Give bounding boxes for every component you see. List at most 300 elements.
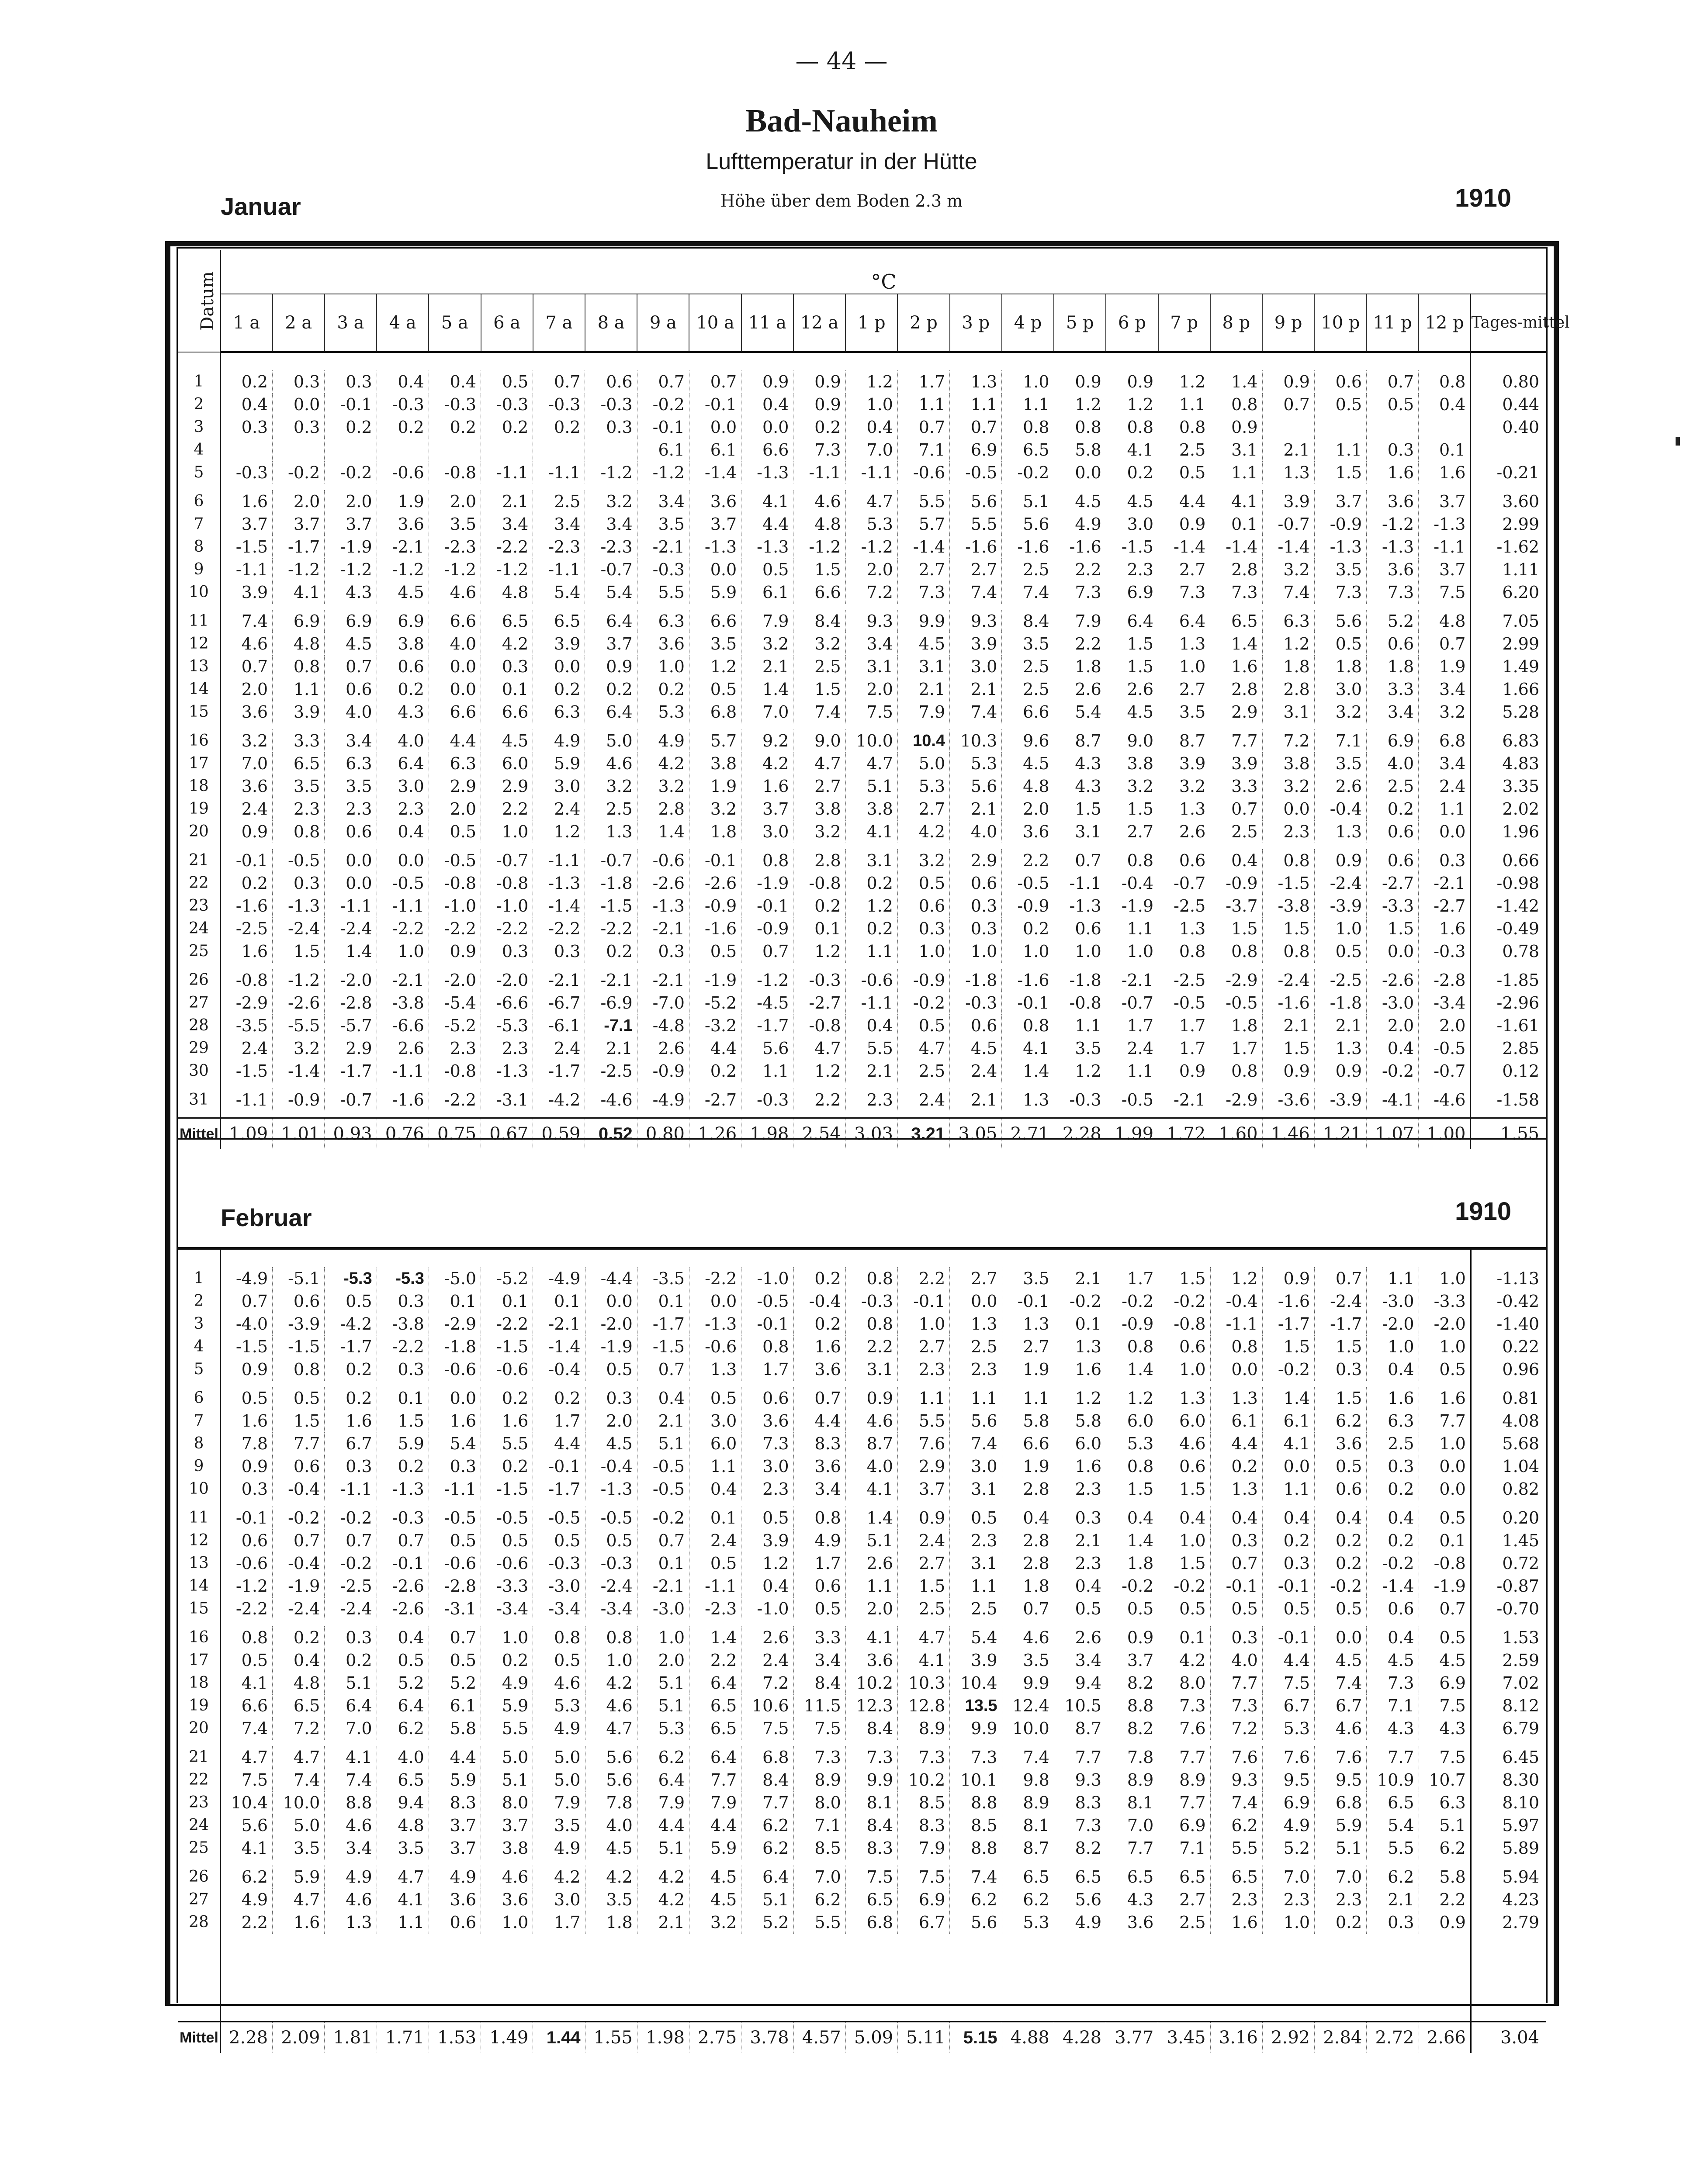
- hourly-temperature: 7.3: [845, 1746, 897, 1769]
- hourly-temperature: 6.8: [845, 1911, 897, 1934]
- hourly-temperature: 1.2: [1106, 393, 1158, 416]
- hourly-temperature: 5.5: [1367, 1837, 1419, 1859]
- hourly-temperature: 4.6: [585, 752, 637, 775]
- blank-cell: [1002, 1859, 1054, 1866]
- hourly-temperature: 0.9: [1106, 1626, 1158, 1649]
- hourly-temperature: 8.7: [1158, 729, 1210, 752]
- hourly-temperature: 3.2: [585, 775, 637, 798]
- blank-cell: [1419, 1250, 1471, 1267]
- hourly-temperature: 7.6: [1262, 1746, 1314, 1769]
- table-row: [178, 1529, 1546, 1552]
- hourly-temperature: 0.5: [689, 678, 741, 701]
- hourly-temperature: 1.0: [1158, 655, 1210, 678]
- blank-cell: [793, 352, 845, 370]
- blank-cell: [585, 1381, 637, 1387]
- hourly-temperature: 4.8: [273, 632, 325, 655]
- hourly-temperature: 6.5: [689, 1694, 741, 1717]
- hourly-temperature: 0.2: [533, 416, 585, 439]
- hourly-temperature: 10.0: [1002, 1717, 1054, 1740]
- hourly-temperature: 4.3: [1054, 775, 1106, 798]
- hourly-temperature: 0.3: [1367, 439, 1419, 461]
- hourly-temperature: 2.5: [793, 655, 845, 678]
- table-row: [178, 558, 1546, 581]
- hourly-temperature: 0.2: [377, 1455, 429, 1478]
- hourly-temperature: 4.5: [481, 729, 533, 752]
- hourly-temperature: 6.7: [898, 1911, 950, 1934]
- hourly-temperature: -0.6: [429, 1358, 481, 1381]
- table-row: [178, 1717, 1546, 1740]
- blank-cell: [845, 1740, 897, 1746]
- hourly-temperature: -2.5: [1158, 969, 1210, 992]
- hourly-temperature: -1.5: [220, 1335, 272, 1358]
- hourly-temperature: 4.7: [585, 1717, 637, 1740]
- hourly-temperature: 4.3: [1367, 1717, 1419, 1740]
- hourly-temperature: -1.4: [689, 461, 741, 484]
- blank-cell: [220, 1500, 272, 1507]
- hourly-monthly-mean: 4.28: [1054, 2022, 1106, 2053]
- hourly-temperature: 7.4: [1002, 581, 1054, 604]
- hourly-temperature: -5.2: [481, 1267, 533, 1290]
- monthly-mean-row: [178, 2022, 1546, 2053]
- hourly-temperature: -6.6: [377, 1014, 429, 1037]
- hourly-temperature: 4.1: [1002, 1037, 1054, 1060]
- hourly-monthly-mean: 1.01: [273, 1118, 325, 1150]
- hourly-temperature: -2.8: [325, 992, 377, 1014]
- blank-cell: [898, 1620, 950, 1626]
- hourly-temperature: 1.0: [1262, 1911, 1314, 1934]
- hourly-temperature: 5.3: [533, 1694, 585, 1717]
- hourly-temperature: 1.3: [1158, 632, 1210, 655]
- hourly-temperature: 2.4: [533, 798, 585, 820]
- hourly-temperature: -0.2: [1262, 1358, 1314, 1381]
- hourly-monthly-mean: 1.99: [1106, 1118, 1158, 1150]
- blank-cell: [845, 604, 897, 610]
- hourly-temperature: 0.8: [793, 1507, 845, 1529]
- hourly-temperature: -0.6: [481, 1552, 533, 1575]
- hourly-temperature: -0.2: [273, 1507, 325, 1529]
- blank-cell: [689, 604, 741, 610]
- hourly-temperature: 2.4: [741, 1649, 793, 1672]
- hourly-temperature: 7.5: [898, 1866, 950, 1888]
- blank-cell: [845, 1620, 897, 1626]
- hourly-temperature: -1.5: [273, 1335, 325, 1358]
- hourly-temperature: -0.9: [689, 895, 741, 917]
- hourly-temperature: 0.2: [1367, 1529, 1419, 1552]
- hourly-temperature: 0.7: [1054, 849, 1106, 872]
- hourly-temperature: 3.7: [325, 513, 377, 536]
- blank-cell: [1054, 1934, 1106, 2022]
- hourly-temperature: 11.5: [793, 1694, 845, 1717]
- hourly-temperature: 2.2: [220, 1911, 272, 1934]
- hourly-temperature: 6.9: [377, 610, 429, 632]
- hourly-temperature: 2.1: [1314, 1014, 1366, 1037]
- blank-cell: [1054, 484, 1106, 490]
- hourly-temperature: 0.0: [325, 872, 377, 895]
- daily-mean: 1.04: [1471, 1455, 1546, 1478]
- hourly-temperature: 0.4: [1315, 1507, 1367, 1529]
- blank-cell: [1367, 1500, 1419, 1507]
- daily-mean: 6.79: [1471, 1717, 1546, 1740]
- day-number: 17: [178, 752, 220, 775]
- hourly-temperature: 0.1: [637, 1290, 689, 1313]
- daily-mean: 3.35: [1471, 775, 1546, 798]
- blank-cell: [220, 963, 272, 969]
- hourly-temperature: 0.4: [1262, 1507, 1314, 1529]
- hourly-temperature: 4.4: [793, 1410, 845, 1432]
- hourly-temperature: -0.9: [1106, 1313, 1158, 1335]
- hourly-temperature: 4.5: [1419, 1649, 1471, 1672]
- hourly-temperature: 0.6: [325, 820, 377, 843]
- hourly-monthly-mean: 3.16: [1210, 2022, 1262, 2053]
- blank-cell: [377, 723, 429, 729]
- table-row: [178, 1290, 1546, 1313]
- hourly-temperature: 6.2: [950, 1888, 1002, 1911]
- hourly-temperature: 7.5: [1419, 581, 1471, 604]
- hourly-temperature: 0.7: [273, 1529, 325, 1552]
- hourly-temperature: 7.5: [1262, 1672, 1314, 1694]
- hourly-temperature: -0.7: [1419, 1060, 1471, 1082]
- daily-mean: 0.20: [1471, 1507, 1546, 1529]
- blank-cell: [1315, 1859, 1367, 1866]
- hourly-temperature: -1.4: [1367, 1575, 1419, 1597]
- table-row: [178, 1791, 1546, 1814]
- hourly-temperature: 5.9: [689, 581, 741, 604]
- hourly-temperature: 0.4: [1367, 1037, 1419, 1060]
- hourly-temperature: -4.1: [1367, 1089, 1419, 1111]
- hourly-temperature: 1.5: [1262, 1335, 1314, 1358]
- blank-cell: [1210, 1082, 1262, 1089]
- hourly-temperature: 2.7: [897, 558, 949, 581]
- hourly-temperature: 1.0: [1002, 940, 1054, 963]
- hourly-temperature: 1.6: [741, 775, 793, 798]
- hourly-temperature: 3.1: [1054, 820, 1106, 843]
- daily-mean: -2.96: [1471, 992, 1546, 1014]
- blank-cell: [325, 1250, 377, 1267]
- blank-cell: [1158, 1740, 1210, 1746]
- hourly-temperature: -0.5: [1002, 872, 1054, 895]
- hourly-temperature: 3.4: [793, 1649, 845, 1672]
- table-row: [178, 1649, 1546, 1672]
- hourly-temperature: 0.3: [273, 416, 325, 439]
- hourly-temperature: 8.9: [1106, 1769, 1158, 1791]
- hourly-temperature: -0.9: [637, 1060, 689, 1082]
- hourly-monthly-mean: 1.00: [1419, 1118, 1471, 1150]
- hourly-temperature: 4.9: [220, 1888, 272, 1911]
- day-number: 20: [178, 1717, 220, 1740]
- hourly-temperature: 0.2: [481, 1455, 533, 1478]
- hourly-temperature: 3.6: [689, 490, 741, 513]
- blank-cell: [377, 843, 429, 849]
- hour-column-header: 12 a: [793, 294, 845, 352]
- hourly-temperature: 5.8: [1054, 439, 1106, 461]
- hourly-temperature: -3.8: [1262, 895, 1314, 917]
- hourly-temperature: 4.4: [741, 513, 793, 536]
- hourly-temperature: 5.1: [845, 1529, 897, 1552]
- hourly-temperature: 3.7: [689, 513, 741, 536]
- blank-cell: [898, 1740, 950, 1746]
- hourly-temperature: 1.7: [793, 1552, 845, 1575]
- hourly-temperature: 1.8: [1262, 655, 1314, 678]
- hourly-temperature: 4.9: [793, 1529, 845, 1552]
- hourly-temperature: 8.5: [793, 1837, 845, 1859]
- hourly-temperature: 0.6: [1158, 849, 1210, 872]
- page-number: — 44 —: [795, 47, 888, 75]
- hourly-temperature: 0.5: [1262, 1597, 1314, 1620]
- hourly-temperature: 0.9: [1314, 1060, 1366, 1082]
- hourly-temperature: 0.5: [1054, 1597, 1106, 1620]
- daily-mean: [1471, 439, 1546, 461]
- hourly-temperature: 1.9: [1419, 655, 1471, 678]
- hourly-temperature: 3.6: [1367, 558, 1419, 581]
- hourly-temperature: 4.1: [220, 1837, 272, 1859]
- blank-cell: [793, 1620, 845, 1626]
- hourly-temperature: 5.1: [741, 1888, 793, 1911]
- hourly-temperature: 0.7: [1315, 1267, 1367, 1290]
- blank-cell: [1158, 352, 1210, 370]
- table-row: [178, 1410, 1546, 1432]
- blank-cell: [898, 1859, 950, 1866]
- hourly-temperature: -0.5: [1158, 992, 1210, 1014]
- hourly-monthly-mean: 2.28: [1054, 1118, 1106, 1150]
- hourly-temperature: 4.8: [481, 581, 533, 604]
- hourly-temperature: -1.7: [1262, 1313, 1314, 1335]
- hourly-temperature: -0.1: [220, 1507, 272, 1529]
- hourly-temperature: 3.8: [793, 798, 845, 820]
- hourly-temperature: -1.1: [1210, 1313, 1262, 1335]
- hourly-temperature: 0.3: [1367, 1911, 1419, 1934]
- hourly-temperature: -0.1: [1262, 1575, 1314, 1597]
- hourly-temperature: 2.5: [897, 1060, 949, 1082]
- hourly-temperature: 1.2: [1262, 632, 1314, 655]
- hourly-temperature: 6.4: [585, 610, 637, 632]
- blank-cell: [1262, 1620, 1314, 1626]
- blank-cell: [481, 843, 533, 849]
- hourly-temperature: -1.1: [325, 895, 377, 917]
- hourly-temperature: 7.6: [898, 1432, 950, 1455]
- hourly-temperature: 0.6: [1367, 632, 1419, 655]
- hourly-temperature: 0.8: [1106, 416, 1158, 439]
- hourly-temperature: 3.9: [533, 632, 585, 655]
- hourly-temperature: 0.5: [1419, 1358, 1471, 1381]
- blank-cell: [273, 1111, 325, 1118]
- hourly-temperature: 2.8: [1210, 558, 1262, 581]
- table-row: [178, 1478, 1546, 1500]
- hourly-temperature: 0.8: [1002, 416, 1054, 439]
- hourly-temperature: 3.2: [637, 775, 689, 798]
- blank-cell: [325, 843, 377, 849]
- daily-mean: 2.99: [1471, 513, 1546, 536]
- hourly-temperature: 5.3: [897, 775, 949, 798]
- daily-mean: 1.66: [1471, 678, 1546, 701]
- hourly-temperature: 6.4: [325, 1694, 377, 1717]
- hourly-temperature: 1.4: [1262, 1387, 1314, 1410]
- blank-cell: [273, 1620, 325, 1626]
- hourly-temperature: 5.6: [950, 1410, 1002, 1432]
- table-row: [178, 610, 1546, 632]
- hourly-temperature: 3.9: [1210, 752, 1262, 775]
- hourly-temperature: -1.1: [533, 849, 585, 872]
- blank-cell: [1471, 1111, 1546, 1118]
- hourly-temperature: -0.3: [585, 393, 637, 416]
- table-row: [178, 1267, 1546, 1290]
- blank-cell: [377, 1381, 429, 1387]
- hourly-temperature: -1.3: [585, 1478, 637, 1500]
- day-number: 22: [178, 872, 220, 895]
- hourly-temperature: 6.1: [429, 1694, 481, 1717]
- blank-cell: [377, 963, 429, 969]
- hourly-temperature: 5.5: [897, 490, 949, 513]
- hourly-temperature: 9.8: [1002, 1769, 1054, 1791]
- blank-cell: [325, 484, 377, 490]
- hourly-temperature: 7.2: [1262, 729, 1314, 752]
- hourly-monthly-mean: 5.11: [898, 2022, 950, 2053]
- hourly-temperature: 8.1: [1106, 1791, 1158, 1814]
- hourly-temperature: 6.6: [481, 701, 533, 723]
- daily-mean: -1.40: [1471, 1313, 1546, 1335]
- hourly-temperature: 5.8: [1002, 1410, 1054, 1432]
- hourly-temperature: -1.3: [637, 895, 689, 917]
- hourly-temperature: -0.7: [585, 849, 637, 872]
- hourly-temperature: 0.8: [220, 1626, 272, 1649]
- blank-cell: [429, 484, 481, 490]
- hourly-temperature: 6.1: [1262, 1410, 1314, 1432]
- hourly-temperature: 2.5: [585, 798, 637, 820]
- hourly-temperature: 0.5: [1158, 1597, 1210, 1620]
- hourly-temperature: 1.3: [1262, 461, 1314, 484]
- hourly-temperature: 1.1: [1314, 439, 1366, 461]
- hourly-temperature: 12.4: [1002, 1694, 1054, 1717]
- hourly-temperature: 5.0: [533, 1769, 585, 1791]
- day-number: 14: [178, 678, 220, 701]
- hourly-temperature: -7.1: [585, 1014, 637, 1037]
- hourly-temperature: -0.8: [429, 461, 481, 484]
- blank-cell: [1314, 723, 1366, 729]
- hourly-temperature: 3.2: [897, 849, 949, 872]
- hourly-temperature: 0.6: [1315, 1478, 1367, 1500]
- hourly-temperature: 6.6: [793, 581, 845, 604]
- hourly-temperature: 7.6: [1210, 1746, 1262, 1769]
- hourly-temperature: 0.8: [1158, 940, 1210, 963]
- hourly-temperature: [1314, 416, 1366, 439]
- hourly-temperature: 4.7: [793, 1037, 845, 1060]
- hourly-temperature: 2.2: [689, 1649, 741, 1672]
- hourly-temperature: -0.1: [325, 393, 377, 416]
- blank-cell: [178, 1250, 220, 1267]
- hourly-temperature: 2.3: [1106, 558, 1158, 581]
- hourly-temperature: -1.5: [481, 1478, 533, 1500]
- blank-cell: [1419, 723, 1471, 729]
- hourly-temperature: 2.4: [533, 1037, 585, 1060]
- hourly-temperature: 0.9: [741, 370, 793, 393]
- hourly-temperature: 6.6: [220, 1694, 272, 1717]
- hourly-temperature: 0.0: [585, 1290, 637, 1313]
- hourly-temperature: 1.6: [1210, 655, 1262, 678]
- blank-cell: [178, 604, 220, 610]
- hourly-monthly-mean: 2.71: [1002, 1118, 1054, 1150]
- hourly-temperature: 3.8: [377, 632, 429, 655]
- hourly-temperature: 10.5: [1054, 1694, 1106, 1717]
- hourly-temperature: 8.4: [845, 1814, 897, 1837]
- blank-cell: [1471, 1082, 1546, 1089]
- hourly-temperature: 0.2: [273, 1626, 325, 1649]
- hourly-temperature: 0.2: [1106, 461, 1158, 484]
- hourly-temperature: 1.5: [898, 1575, 950, 1597]
- daily-mean: 0.96: [1471, 1358, 1546, 1381]
- hourly-temperature: 1.5: [1314, 461, 1366, 484]
- hourly-temperature: -0.4: [1210, 1290, 1262, 1313]
- blank-cell: [429, 1934, 481, 2022]
- hourly-temperature: -1.4: [897, 536, 949, 558]
- hourly-temperature: 3.7: [273, 513, 325, 536]
- hourly-temperature: 0.8: [1054, 416, 1106, 439]
- hourly-temperature: 4.9: [533, 1717, 585, 1740]
- hourly-temperature: 0.0: [429, 655, 481, 678]
- hourly-temperature: 0.4: [637, 1387, 689, 1410]
- hourly-temperature: 3.0: [741, 820, 793, 843]
- day-number: 8: [178, 536, 220, 558]
- daily-mean: -0.70: [1471, 1597, 1546, 1620]
- hourly-temperature: 0.4: [689, 1478, 741, 1500]
- hourly-temperature: 0.2: [793, 895, 845, 917]
- hourly-temperature: -2.1: [1158, 1089, 1210, 1111]
- blank-cell: [178, 723, 220, 729]
- hourly-temperature: 1.1: [898, 1387, 950, 1410]
- hourly-temperature: 1.3: [1210, 1478, 1262, 1500]
- hourly-temperature: 1.0: [637, 1626, 689, 1649]
- blank-cell: [220, 604, 272, 610]
- hourly-temperature: 4.6: [533, 1672, 585, 1694]
- hourly-temperature: 3.0: [1314, 678, 1366, 701]
- hour-column-header: 11 p: [1367, 294, 1419, 352]
- hourly-temperature: 0.5: [429, 1529, 481, 1552]
- hourly-monthly-mean: 1.44: [533, 2022, 585, 2053]
- blank-cell: [273, 723, 325, 729]
- hourly-temperature: 0.7: [741, 940, 793, 963]
- blank-cell: [325, 1859, 377, 1866]
- hourly-temperature: -2.7: [1367, 872, 1419, 895]
- hourly-temperature: 4.5: [1054, 490, 1106, 513]
- blank-cell: [637, 1250, 689, 1267]
- hourly-temperature: -6.9: [585, 992, 637, 1014]
- hourly-temperature: 4.3: [377, 701, 429, 723]
- hourly-temperature: 0.5: [585, 1529, 637, 1552]
- blank-cell: [1314, 604, 1366, 610]
- hourly-temperature: 4.4: [689, 1037, 741, 1060]
- hourly-temperature: 2.6: [845, 1552, 897, 1575]
- hourly-temperature: 6.6: [689, 610, 741, 632]
- hourly-temperature: 5.1: [1315, 1837, 1367, 1859]
- hourly-temperature: 3.1: [845, 1358, 897, 1381]
- hourly-temperature: 3.2: [793, 820, 845, 843]
- hourly-temperature: 5.9: [689, 1837, 741, 1859]
- table-row: [178, 1037, 1546, 1060]
- hourly-temperature: 0.6: [220, 1529, 272, 1552]
- hourly-temperature: 2.1: [1262, 439, 1314, 461]
- hourly-temperature: 5.6: [585, 1769, 637, 1791]
- hourly-temperature: -1.2: [273, 558, 325, 581]
- hourly-temperature: 8.8: [950, 1791, 1002, 1814]
- hourly-temperature: 4.2: [481, 632, 533, 655]
- hourly-temperature: -4.4: [585, 1267, 637, 1290]
- hourly-temperature: 6.9: [1262, 1791, 1314, 1814]
- hourly-temperature: -0.4: [1106, 872, 1158, 895]
- hourly-temperature: -0.3: [741, 1089, 793, 1111]
- blank-cell: [481, 1934, 533, 2022]
- hourly-temperature: 2.7: [1106, 820, 1158, 843]
- hourly-temperature: 2.5: [1367, 775, 1419, 798]
- hourly-temperature: 4.8: [377, 1814, 429, 1837]
- daily-mean: -0.49: [1471, 917, 1546, 940]
